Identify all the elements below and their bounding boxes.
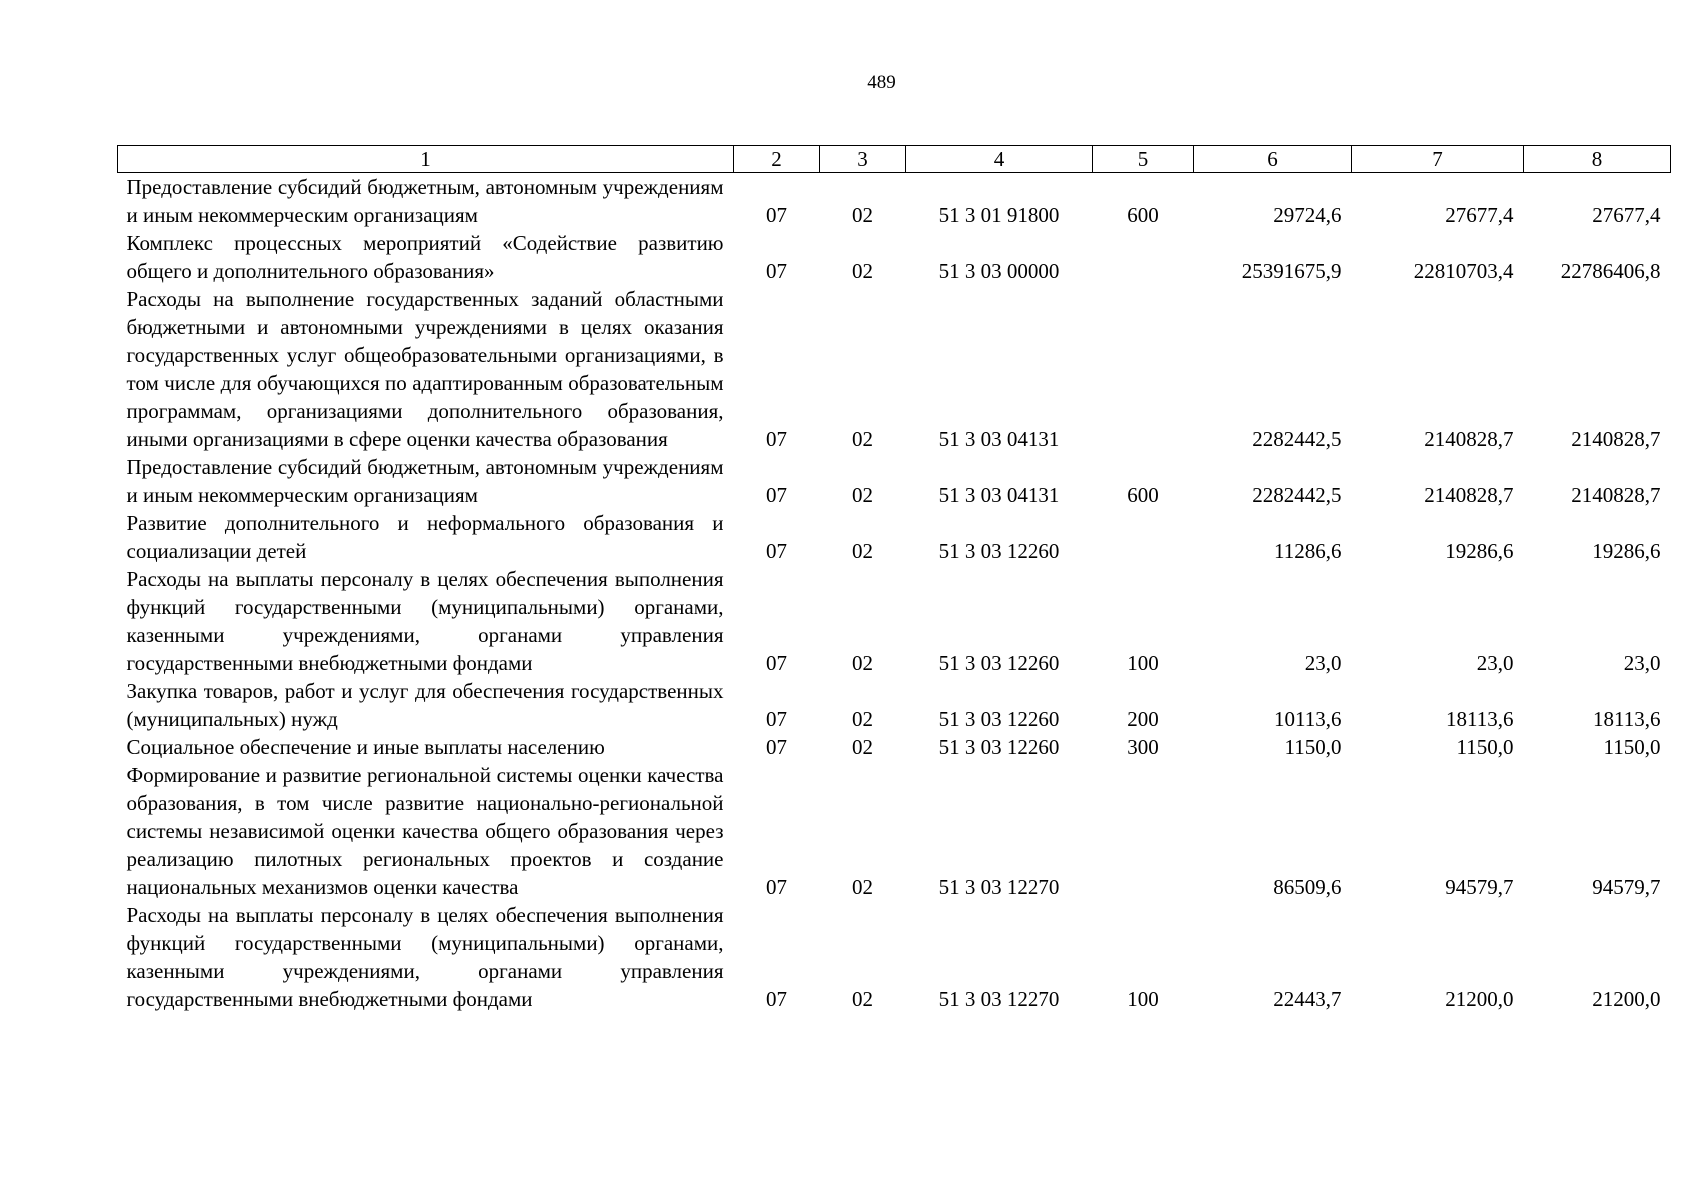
row-description: Расходы на выплаты персоналу в целях обеспечения выполнения функций государственными (муниципальными) органами, казенными учреждениями, органами управления государственными внебюджетными фондами (126, 903, 724, 1011)
subsection-code: 02 (852, 987, 873, 1011)
table-row (118, 677, 1671, 733)
section-code: 07 (766, 875, 787, 899)
expense-type-code (1093, 509, 1194, 565)
column-header-2: 2 (734, 146, 820, 173)
row-description: Социальное обеспечение и иные выплаты населению (126, 735, 605, 759)
amount-year-2: 27677,4 (1445, 203, 1514, 227)
row-description: Предоставление субсидий бюджетным, автономным учреждениям и иным некоммерческим организациям (126, 175, 724, 227)
amount-year-3: 94579,7 (1592, 875, 1661, 899)
row-description: Развитие дополнительного и неформального образования и социализации детей (126, 511, 724, 563)
section-code: 07 (766, 707, 787, 731)
amount-year-2: 21200,0 (1445, 987, 1514, 1011)
amount-year-3: 19286,6 (1592, 539, 1661, 563)
column-header-5: 5 (1093, 146, 1194, 173)
subsection-code: 02 (852, 539, 873, 563)
expense-type-code: 100 (1127, 987, 1159, 1011)
column-header-6: 6 (1194, 146, 1352, 173)
target-article-code: 51 3 03 12260 (938, 651, 1060, 675)
amount-year-3: 2140828,7 (1571, 427, 1661, 451)
expense-type-code: 200 (1127, 707, 1159, 731)
table-row (118, 229, 1671, 285)
amount-year-1: 10113,6 (1274, 707, 1342, 731)
amount-year-3: 1150,0 (1603, 735, 1661, 759)
table-header (118, 146, 1671, 173)
page-number: 489 (867, 72, 896, 93)
amount-year-1: 11286,6 (1274, 539, 1342, 563)
section-code: 07 (766, 735, 787, 759)
budget-table (117, 145, 1671, 1013)
table-row (118, 453, 1671, 509)
amount-year-1: 23,0 (1304, 651, 1342, 675)
subsection-code: 02 (852, 203, 873, 227)
target-article-code: 51 3 03 00000 (938, 259, 1060, 283)
expense-type-code: 600 (1127, 483, 1159, 507)
target-article-code: 51 3 03 12270 (938, 875, 1060, 899)
row-description: Предоставление субсидий бюджетным, автономным учреждениям и иным некоммерческим организациям (126, 455, 724, 507)
section-code: 07 (766, 259, 787, 283)
column-header-3: 3 (820, 146, 906, 173)
target-article-code: 51 3 03 04131 (938, 483, 1060, 507)
target-article-code: 51 3 03 12270 (938, 987, 1060, 1011)
target-article-code: 51 3 03 12260 (938, 735, 1060, 759)
expense-type-code (1093, 229, 1194, 285)
section-code: 07 (766, 203, 787, 227)
target-article-code: 51 3 01 91800 (938, 203, 1060, 227)
amount-year-3: 27677,4 (1592, 203, 1661, 227)
amount-year-2: 2140828,7 (1424, 427, 1514, 451)
row-description: Закупка товаров, работ и услуг для обеспечения государственных (муниципальных) нужд (126, 679, 724, 731)
amount-year-2: 2140828,7 (1424, 483, 1514, 507)
row-description: Расходы на выплаты персоналу в целях обеспечения выполнения функций государственными (муниципальными) органами, казенными учреждениями, органами управления государственными внебюджетными фондами (126, 567, 724, 675)
row-description: Формирование и развитие региональной системы оценки качества образования, в том числе развитие национально-региональной системы независимой оценки качества общего образования через реализацию пилотных региональных проектов и создание национальных механизмов оценки качества (126, 763, 724, 899)
amount-year-1: 2282442,5 (1252, 483, 1342, 507)
subsection-code: 02 (852, 875, 873, 899)
amount-year-1: 22443,7 (1273, 987, 1342, 1011)
subsection-code: 02 (852, 651, 873, 675)
row-description: Комплекс процессных мероприятий «Содействие развитию общего и дополнительного образования» (126, 231, 724, 283)
section-code: 07 (766, 427, 787, 451)
amount-year-1: 2282442,5 (1252, 427, 1342, 451)
amount-year-1: 29724,6 (1273, 203, 1342, 227)
amount-year-1: 25391675,9 (1241, 259, 1342, 283)
section-code: 07 (766, 987, 787, 1011)
column-header-7: 7 (1352, 146, 1524, 173)
table-body (118, 173, 1671, 1014)
column-header-4: 4 (906, 146, 1093, 173)
table-row (118, 173, 1671, 230)
expense-type-code: 300 (1127, 735, 1159, 759)
expense-type-code (1093, 761, 1194, 901)
column-header-8: 8 (1524, 146, 1671, 173)
target-article-code: 51 3 03 04131 (938, 427, 1060, 451)
amount-year-3: 18113,6 (1593, 707, 1661, 731)
amount-year-1: 86509,6 (1273, 875, 1342, 899)
header-row (118, 146, 1671, 173)
amount-year-1: 1150,0 (1284, 735, 1342, 759)
section-code: 07 (766, 483, 787, 507)
section-code: 07 (766, 539, 787, 563)
amount-year-3: 22786406,8 (1560, 259, 1661, 283)
amount-year-3: 23,0 (1623, 651, 1661, 675)
table-row (118, 901, 1671, 1013)
expense-type-code: 100 (1127, 651, 1159, 675)
target-article-code: 51 3 03 12260 (938, 539, 1060, 563)
table-row (118, 733, 1671, 761)
section-code: 07 (766, 651, 787, 675)
amount-year-2: 18113,6 (1446, 707, 1514, 731)
table-row (118, 761, 1671, 901)
subsection-code: 02 (852, 707, 873, 731)
row-description: Расходы на выполнение государственных заданий областными бюджетными и автономными учреждениями в целях оказания государственных услуг общеобразовательными организациями, в том числе для обучающихся по адаптированным образовательным программам, организациями дополнительного образования, иными организациями в сфере оценки качества образования (126, 287, 724, 451)
expense-type-code: 600 (1127, 203, 1159, 227)
amount-year-2: 94579,7 (1445, 875, 1514, 899)
column-header-1: 1 (118, 146, 734, 173)
amount-year-2: 23,0 (1476, 651, 1514, 675)
subsection-code: 02 (852, 259, 873, 283)
subsection-code: 02 (852, 483, 873, 507)
amount-year-2: 19286,6 (1445, 539, 1514, 563)
subsection-code: 02 (852, 427, 873, 451)
table-row (118, 565, 1671, 677)
table-row (118, 285, 1671, 453)
amount-year-3: 21200,0 (1592, 987, 1661, 1011)
amount-year-3: 2140828,7 (1571, 483, 1661, 507)
table-row (118, 509, 1671, 565)
target-article-code: 51 3 03 12260 (938, 707, 1060, 731)
expense-type-code (1093, 285, 1194, 453)
subsection-code: 02 (852, 735, 873, 759)
amount-year-2: 22810703,4 (1413, 259, 1514, 283)
amount-year-2: 1150,0 (1456, 735, 1514, 759)
